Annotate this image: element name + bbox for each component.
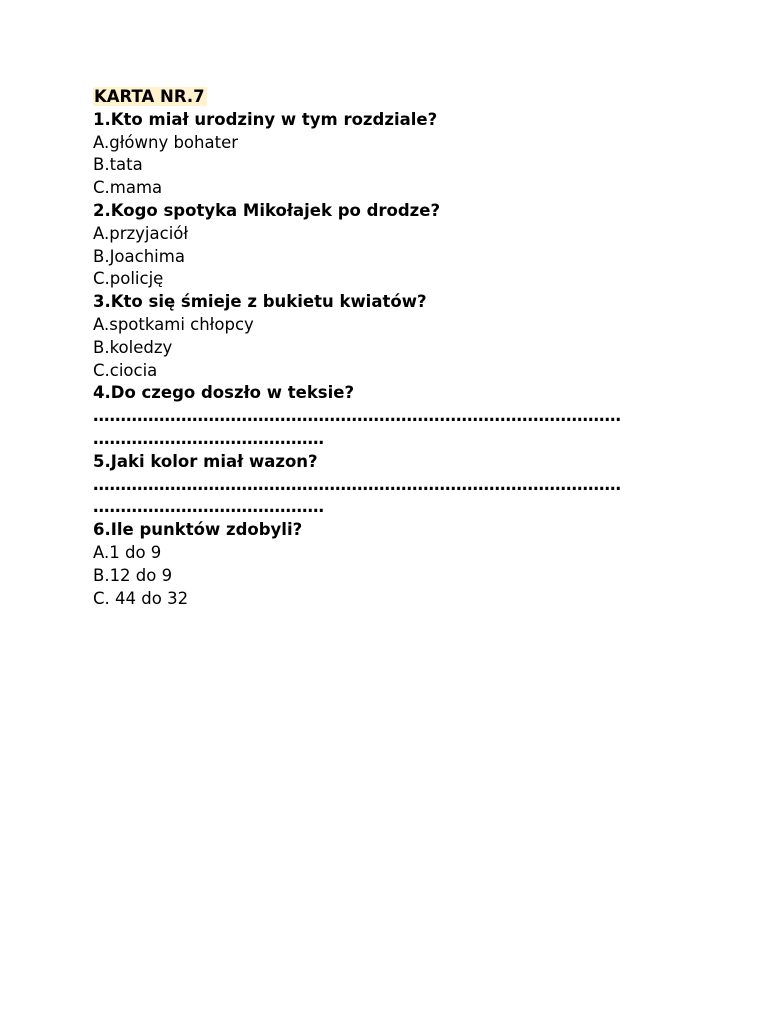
question-2-option-a: A.przyjaciół [93,223,189,243]
question-2-option-c: C.policję [93,269,164,289]
question-3-option-c: C.ciocia [93,360,158,380]
question-5-answer-line-1: …………………………………………………………………………………… [93,474,621,494]
question-1: 1.Kto miał urodziny w tym rozdziale? [93,109,438,129]
question-4: 4.Do czego doszło w teksie? [93,383,355,403]
question-2: 2.Kogo spotyka Mikołajek po drodze? [93,200,441,220]
question-4-answer-line-1: …………………………………………………………………………………… [93,406,621,426]
question-1-option-a: A.główny bohater [93,132,239,152]
question-6-option-a: A.1 do 9 [93,542,162,562]
question-6: 6.Ile punktów zdobyli? [93,520,303,540]
question-2-option-b: B.Joachima [93,246,185,266]
worksheet [93,86,693,610]
question-3-option-b: B.koledzy [93,337,173,357]
worksheet-title-text: KARTA NR.7 [94,87,205,106]
worksheet-title [93,86,693,109]
question-4-answer-line-2: …………………………………… [93,428,324,448]
question-6-option-c: C. 44 do 32 [93,588,189,608]
question-1-option-b: B.tata [93,155,143,175]
question-3: 3.Kto się śmieje z bukietu kwiatów? [93,292,427,312]
question-3-option-a: A.spotkami chłopcy [93,314,254,334]
question-5: 5.Jaki kolor miał wazon? [93,451,318,471]
question-5-answer-line-2: …………………………………… [93,497,324,517]
question-1-option-c: C.mama [93,178,163,198]
question-6-option-b: B.12 do 9 [93,565,173,585]
